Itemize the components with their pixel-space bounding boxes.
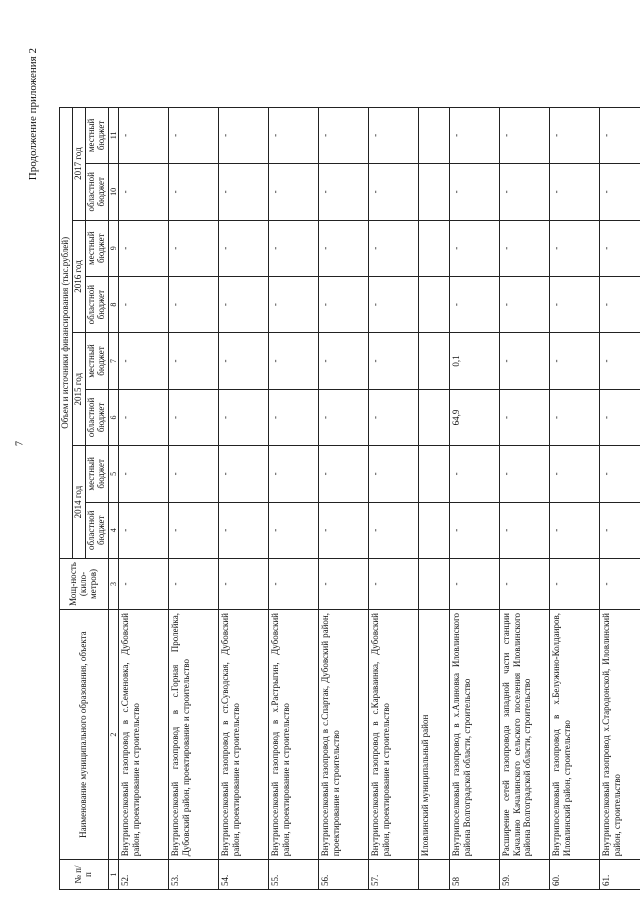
header-local: местный бюджет <box>85 107 108 163</box>
table-row <box>319 49 369 890</box>
section-empty-cell <box>419 333 450 389</box>
value-cell: - <box>500 333 550 389</box>
object-name: Расширение сетей газопровода западной части станции Качалино Качалинского сельского поселения Иловлинского района Волгоградской области, строительство <box>500 610 550 860</box>
value-cell: - <box>550 389 600 445</box>
value-cell: - <box>369 107 419 163</box>
value-cell: - <box>500 446 550 502</box>
section-empty-cell <box>419 389 450 445</box>
value-cell: - <box>600 164 640 220</box>
value-cell: - <box>119 164 169 220</box>
section-empty-cell <box>419 502 450 558</box>
object-name: Внутрипоселковый газопровод в х.Алиновка Иловлинского района Волгоградской области, строительство <box>450 610 500 860</box>
section-title: Иловлинский муниципальный район <box>419 610 450 860</box>
value-cell: - <box>319 389 369 445</box>
section-empty-cell <box>419 446 450 502</box>
row-number: 58 <box>450 860 500 890</box>
value-cell: - <box>550 276 600 332</box>
value-cell: - <box>169 164 219 220</box>
value-cell: - <box>600 502 640 558</box>
value-cell: - <box>169 220 219 276</box>
row-number: 60. <box>550 860 600 890</box>
value-cell: - <box>600 446 640 502</box>
section-empty-cell <box>419 220 450 276</box>
header-year-2017: 2017 год <box>72 107 85 220</box>
value-cell: - <box>319 333 369 389</box>
value-cell: - <box>500 502 550 558</box>
value-cell: - <box>269 446 319 502</box>
value-cell: - <box>169 276 219 332</box>
section-empty-cell <box>419 558 450 609</box>
header-funding: Объем и источники финансирования (тыс.рублей) <box>60 107 73 558</box>
value-cell: - <box>550 333 600 389</box>
page-number: 7 <box>14 441 26 446</box>
section-empty-cell <box>419 860 450 890</box>
section-empty-cell <box>419 276 450 332</box>
value-cell: - <box>369 446 419 502</box>
row-number: 52. <box>119 860 169 890</box>
value-cell: - <box>600 107 640 163</box>
header-regional: областной бюджет <box>85 502 108 558</box>
table-row <box>550 49 600 890</box>
value-cell: - <box>369 389 419 445</box>
value-cell: - <box>450 276 500 332</box>
value-cell: - <box>269 164 319 220</box>
table-row <box>600 49 640 890</box>
table-row <box>119 49 169 890</box>
value-cell: - <box>169 333 219 389</box>
value-cell: 0,1 <box>450 333 500 389</box>
value-cell: - <box>550 446 600 502</box>
value-cell: - <box>169 502 219 558</box>
value-cell: - <box>219 164 269 220</box>
object-name: Внутрипоселковый газопровод в с.Караваинка, Дубовский район, проектирование и строительство <box>369 610 419 860</box>
header-year-2015: 2015 год <box>72 333 85 446</box>
object-name: Внутрипоселковый газопровод в х.Белужино-Колдаиров, Иловлинский район, строительство <box>550 610 600 860</box>
row-number: 59. <box>500 860 550 890</box>
value-cell: - <box>450 107 500 163</box>
object-name: Внутрипоселковый газопровод х.Стародонской, Иловлинский район, строительство <box>600 610 640 860</box>
value-cell: - <box>450 164 500 220</box>
row-number: 54. <box>219 860 269 890</box>
value-cell: - <box>219 389 269 445</box>
row-number: 57. <box>369 860 419 890</box>
value-cell: - <box>269 220 319 276</box>
value-cell: - <box>600 220 640 276</box>
value-cell: - <box>269 502 319 558</box>
value-cell: - <box>550 502 600 558</box>
value-cell: - <box>450 502 500 558</box>
value-cell: - <box>219 107 269 163</box>
column-number: 9 <box>108 220 119 276</box>
table-row <box>369 49 419 890</box>
table-body <box>119 49 640 890</box>
value-cell: 64,9 <box>450 389 500 445</box>
value-cell: - <box>319 276 369 332</box>
row-number: 53. <box>169 860 219 890</box>
header-regional: областной бюджет <box>85 276 108 332</box>
row-number: 56. <box>319 860 369 890</box>
object-name: Внутрипоселковый газопровод в с.Горная Пролейка, Дубовский район, проектирование и строительство <box>169 610 219 860</box>
value-cell: - <box>319 107 369 163</box>
object-name: Внутрипоселковый газопровод в с.Спартак, Дубовский район, проектирование и строительство <box>319 610 369 860</box>
value-cell: - <box>119 107 169 163</box>
table-row <box>450 49 500 890</box>
value-cell: - <box>169 107 219 163</box>
column-number: 8 <box>108 276 119 332</box>
value-cell: - <box>119 446 169 502</box>
value-cell: - <box>269 107 319 163</box>
value-cell: - <box>450 220 500 276</box>
value-cell: - <box>219 446 269 502</box>
column-number: 1 <box>108 860 119 890</box>
value-cell: - <box>219 502 269 558</box>
value-cell: - <box>169 558 219 609</box>
value-cell: - <box>219 220 269 276</box>
value-cell: - <box>319 220 369 276</box>
value-cell: - <box>369 558 419 609</box>
header-local: местный бюджет <box>85 333 108 389</box>
value-cell: - <box>169 446 219 502</box>
value-cell: - <box>119 333 169 389</box>
column-number: 6 <box>108 389 119 445</box>
column-number: 4 <box>108 502 119 558</box>
value-cell: - <box>269 558 319 609</box>
column-number: 3 <box>108 558 119 609</box>
header-year-2014: 2014 год <box>72 446 85 559</box>
column-numbers-row <box>108 49 119 890</box>
header-no: № п/п <box>60 860 109 890</box>
value-cell: - <box>369 276 419 332</box>
value-cell: - <box>600 333 640 389</box>
header-year-2016: 2016 год <box>72 220 85 333</box>
value-cell: - <box>600 558 640 609</box>
value-cell: - <box>500 164 550 220</box>
header-regional: областной бюджет <box>85 164 108 220</box>
value-cell: - <box>219 558 269 609</box>
value-cell: - <box>119 558 169 609</box>
value-cell: - <box>500 558 550 609</box>
column-number: 11 <box>108 107 119 163</box>
column-number: 5 <box>108 446 119 502</box>
value-cell: - <box>369 333 419 389</box>
funding-table-wrapper <box>59 48 640 890</box>
value-cell: - <box>369 502 419 558</box>
value-cell: - <box>269 333 319 389</box>
value-cell: - <box>450 558 500 609</box>
value-cell: - <box>269 389 319 445</box>
value-cell: - <box>600 276 640 332</box>
value-cell: - <box>500 220 550 276</box>
value-cell: - <box>369 164 419 220</box>
value-cell: - <box>119 220 169 276</box>
object-name: Внутрипоселковый газопровод в ст.Суводская, Дубовский район, проектирование и строительство <box>219 610 269 860</box>
row-number: 55. <box>269 860 319 890</box>
table-row <box>169 49 219 890</box>
value-cell: - <box>119 389 169 445</box>
value-cell: - <box>450 446 500 502</box>
value-cell: - <box>500 107 550 163</box>
header-regional: областной бюджет <box>85 389 108 445</box>
table-row <box>500 49 550 890</box>
value-cell: - <box>369 220 419 276</box>
continuation-title: Продолжение приложения 2 <box>27 48 39 181</box>
row-number: 61. <box>600 860 640 890</box>
funding-table <box>59 48 640 890</box>
value-cell: - <box>550 220 600 276</box>
value-cell: - <box>550 558 600 609</box>
section-empty-cell <box>419 107 450 163</box>
column-number: 7 <box>108 333 119 389</box>
value-cell: - <box>219 276 269 332</box>
section-row <box>419 49 450 890</box>
object-name: Внутрипоселковый газопровод в с.Семеновка, Дубовский район, проектирование и строительство <box>119 610 169 860</box>
value-cell: - <box>119 502 169 558</box>
section-empty-cell <box>419 164 450 220</box>
value-cell: - <box>269 276 319 332</box>
value-cell: - <box>500 389 550 445</box>
value-cell: - <box>319 164 369 220</box>
value-cell: - <box>550 164 600 220</box>
value-cell: - <box>500 276 550 332</box>
header-local: местный бюджет <box>85 220 108 276</box>
header-local: местный бюджет <box>85 446 108 502</box>
header-capacity: Мощ-ность (кило-метров) <box>60 558 109 609</box>
value-cell: - <box>219 333 269 389</box>
table-row <box>269 49 319 890</box>
header-name: Наименование муниципального образования, объекта <box>60 610 109 860</box>
value-cell: - <box>319 558 369 609</box>
value-cell: - <box>169 389 219 445</box>
value-cell: - <box>319 446 369 502</box>
column-number: 10 <box>108 164 119 220</box>
object-name: Внутрипоселковый газопровод в х.Растрыгин, Дубовский район, проектирование и строительство <box>269 610 319 860</box>
table-row <box>219 49 269 890</box>
value-cell: - <box>550 107 600 163</box>
value-cell: - <box>319 502 369 558</box>
value-cell: - <box>119 276 169 332</box>
value-cell: - <box>600 389 640 445</box>
column-number: 2 <box>108 610 119 860</box>
